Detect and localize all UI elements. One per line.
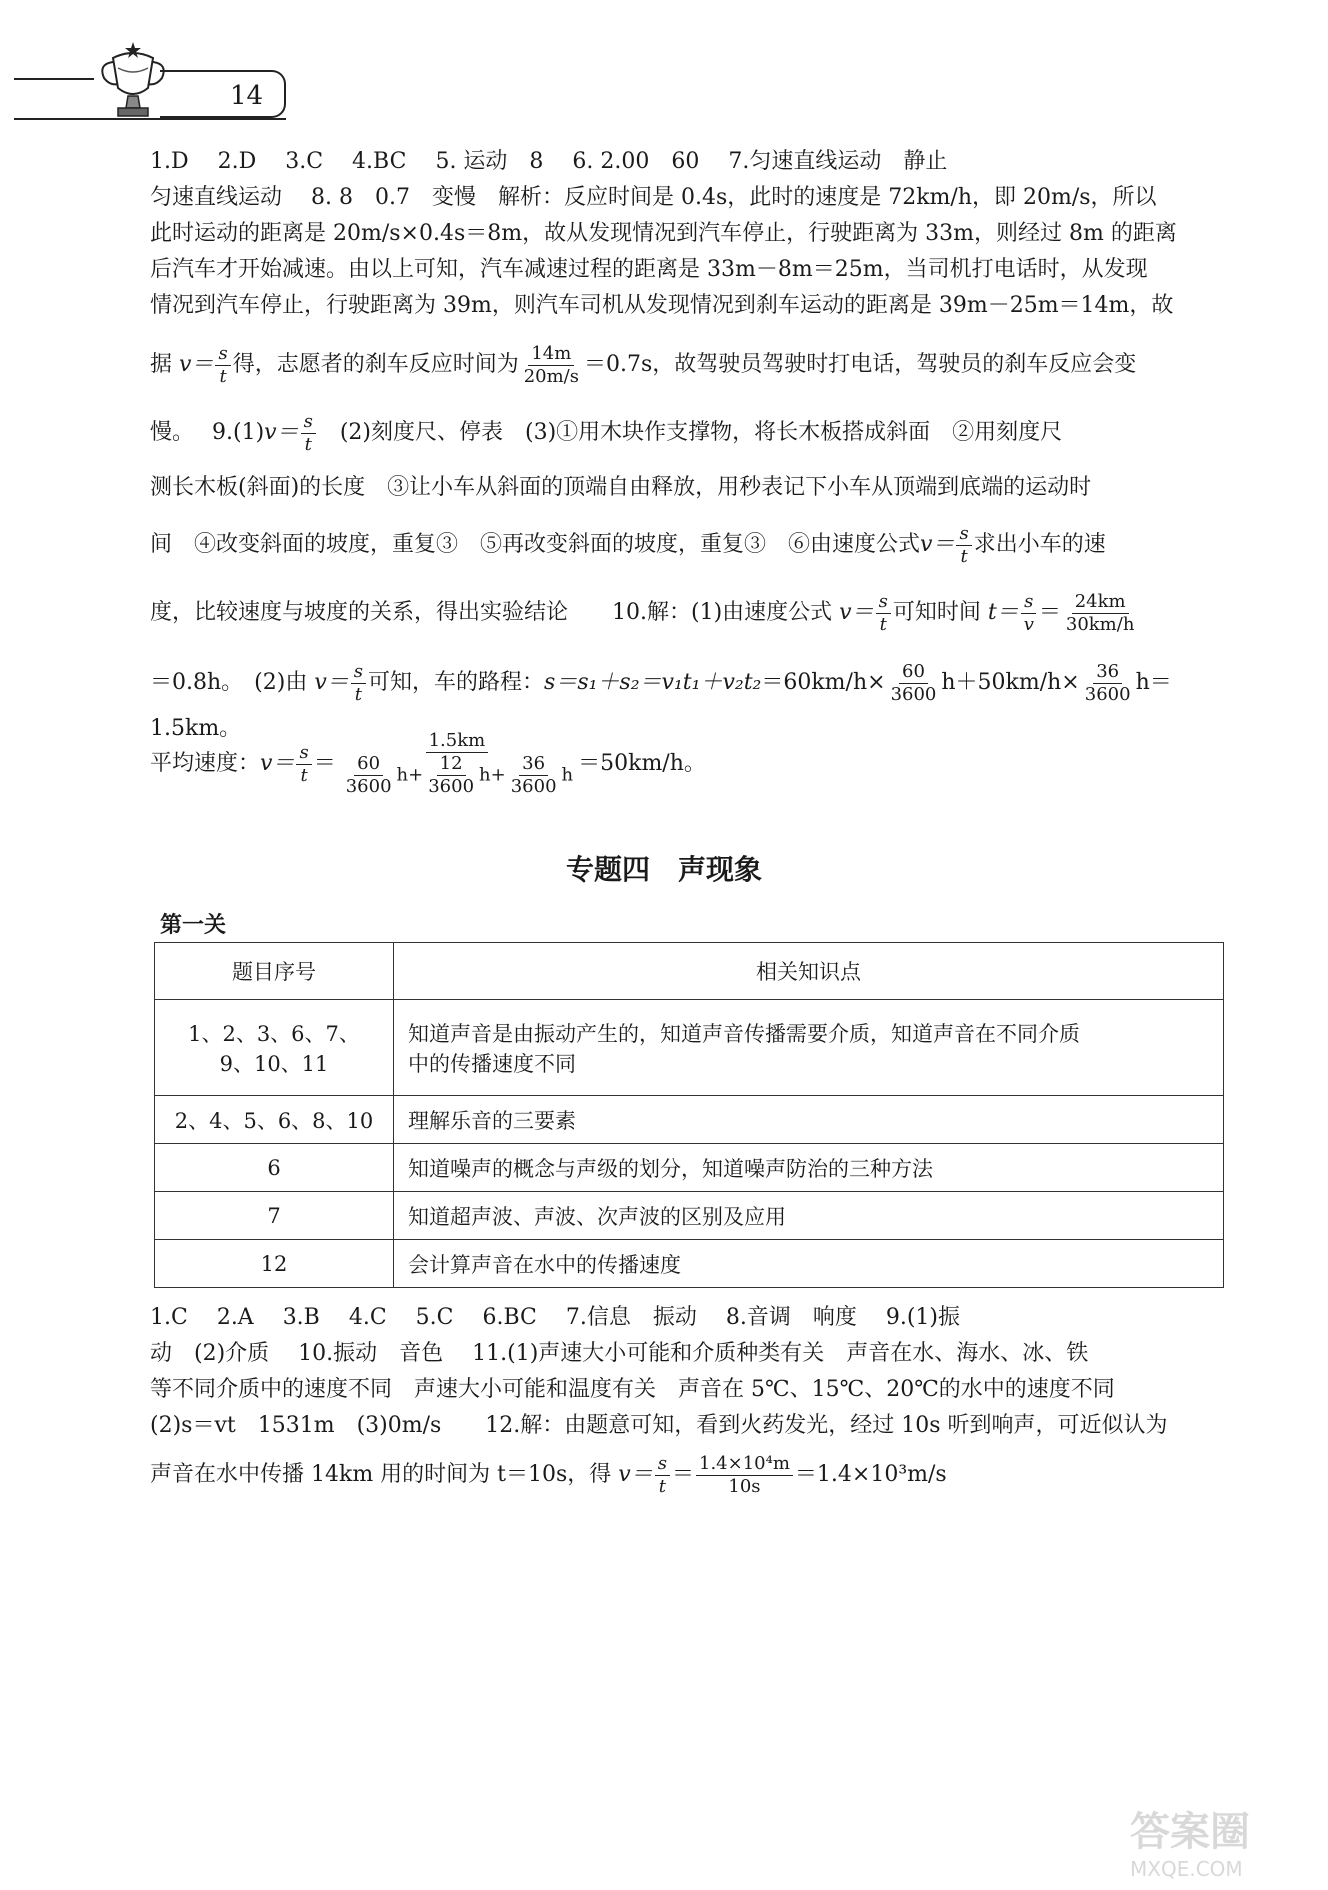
fraction-s-over-t: $\frac{s}{t}$ <box>956 523 971 568</box>
table-header: 相关知识点 <box>394 943 1224 1000</box>
table-cell-num: 1、2、3、6、7、 9、10、11 <box>155 1000 394 1096</box>
answers-line-7 <box>150 410 1220 456</box>
formula-t: t＝ <box>987 600 1019 625</box>
fraction-sound-speed: $\frac{\text{1.4×10⁴m}}{10s}$ <box>696 1453 793 1498</box>
section-title: 专题四 声现象 <box>565 853 762 886</box>
text-span: 慢。 9.(1) <box>150 420 265 445</box>
text-line: 测长木板(斜面)的长度 ③让小车从斜面的顶端自由释放，用秒表记下小车从顶端到底端的运动时 <box>150 475 1092 500</box>
equals: ＝ <box>1038 600 1061 625</box>
fraction-s-over-t: $\frac{s}{t}$ <box>215 343 230 388</box>
table-cell-point: 理解乐音的三要素 <box>394 1096 1224 1144</box>
table-cell-num: 12 <box>155 1240 394 1288</box>
section-subtitle: 第一关 <box>160 913 227 938</box>
fraction-s-over-t: $\frac{s}{t}$ <box>876 591 891 636</box>
table-cell-num: 7 <box>155 1192 394 1240</box>
text-span: (2)刻度尺、停表 (3)①用木块作支撑物，将长木板搭成斜面 ②用刻度尺 <box>317 420 1063 445</box>
text-span: ＝60km/h× <box>761 670 886 695</box>
formula-v: v＝ <box>920 532 955 557</box>
fraction-14m-20ms: $\frac{14m}{20m/s}$ <box>523 342 579 387</box>
text-span: 求出小车的速 <box>973 532 1106 557</box>
table-cell-point: 会计算声音在水中的传播速度 <box>394 1240 1224 1288</box>
table-row <box>155 1240 1224 1288</box>
header-rule-top <box>14 78 94 80</box>
text-line: 动 (2)介质 10.振动 音色 11.(1)声速大小可能和介质种类有关 声音在水、海水、冰、铁 <box>150 1341 1089 1366</box>
answers-line-8 <box>150 470 1220 506</box>
knowledge-table <box>154 942 1224 1288</box>
table-header: 题目序号 <box>155 943 394 1000</box>
text-line: 1.D 2.D 3.C 4.BC 5. 运动 8 6. 2.00 60 7.匀速直线运动 静止 <box>150 149 948 174</box>
fraction-s-over-t: $\frac{s}{t}$ <box>301 411 316 456</box>
table-row <box>155 1096 1224 1144</box>
text-span: 得，志愿者的刹车反应时间为 <box>232 352 519 377</box>
answers-line-10 <box>150 590 1220 636</box>
page-number: 14 <box>160 70 286 118</box>
answers-bottom-line-5 <box>150 1452 1220 1498</box>
table-row <box>155 1144 1224 1192</box>
formula-s-sum: s＝s₁＋s₂＝v₁t₁＋v₂t₂ <box>544 670 762 695</box>
text-line: 等不同介质中的速度不同 声速大小可能和温度有关 声音在 5℃、15℃、20℃的水中的速度不同 <box>150 1377 1115 1402</box>
table-cell-point: 知道超声波、声波、次声波的区别及应用 <box>394 1192 1224 1240</box>
text-line: 此时运动的距离是 20m/s×0.4s＝8m，故从发现情况到汽车停止，行驶距离为 33m，则经过 8m 的距离 <box>150 221 1177 246</box>
text-line: 匀速直线运动 8. 8 0.7 变慢 解析：反应时间是 0.4s，此时的速度是 72km/h，即 20m/s，所以 <box>150 185 1157 210</box>
fraction-36-3600: $\frac{36}{3600}$ <box>1084 660 1131 705</box>
text-span: 度，比较速度与坡度的关系，得出实验结论 10.解：(1)由速度公式 <box>150 600 840 625</box>
answers-top <box>150 144 1220 324</box>
formula-v: v＝ <box>618 1462 653 1487</box>
fraction-average-speed: 1.5km $\frac{60}{3600}$ h+ $\frac{12}{3600}$ h+ $\frac{36}{3600}$ h <box>345 730 574 797</box>
text-span: 间 ④改变斜面的坡度，重复③ ⑤再改变斜面的坡度，重复③ ⑥由速度公式 <box>150 532 921 557</box>
text-span: 据 <box>150 352 179 377</box>
text-span: ＝0.7s，故驾驶员驾驶时打电话，驾驶员的刹车反应会变 <box>583 352 1137 377</box>
text-span: ＝1.4×10³m/s <box>794 1462 947 1487</box>
table-cell-num: 6 <box>155 1144 394 1192</box>
text-line: 情况到汽车停止，行驶距离为 39m，则汽车司机从发现情况到刹车运动的距离是 39m－25m＝14m，故 <box>150 293 1174 318</box>
fraction-s-over-t: $\frac{s}{t}$ <box>296 742 311 787</box>
text-span: h＋50km/h× <box>941 670 1080 695</box>
text-line: (2)s＝vt 1531m (3)0m/s 12.解：由题意可知，看到火药发光，经过 10s 听到响声，可近似认为 <box>150 1413 1168 1438</box>
text-span: 声音在水中传播 14km 用的时间为 t＝10s，得 <box>150 1462 619 1487</box>
watermark-logo: 答案圈 MXQE.COM <box>1130 1809 1250 1881</box>
table-header-row <box>155 943 1224 1000</box>
text-span: 可知，车的路程： <box>368 670 545 695</box>
table-row <box>155 1000 1224 1096</box>
fraction-24km-30kmh: $\frac{24km}{30km/h}$ <box>1065 590 1135 635</box>
table-row <box>155 1192 1224 1240</box>
table-cell-point: 知道声音是由振动产生的，知道声音传播需要介质，知道声音在不同介质 中的传播速度不同 <box>394 1000 1224 1096</box>
equals: ＝ <box>313 751 336 776</box>
fraction-s-over-v: $\frac{s}{v}$ <box>1021 591 1037 636</box>
text-span: 可知时间 <box>892 600 988 625</box>
table-cell-point: 知道噪声的概念与声级的划分，知道噪声防治的三种方法 <box>394 1144 1224 1192</box>
text-line: 1.C 2.A 3.B 4.C 5.C 6.BC 7.信息 振动 8.音调 响度 9.(1)振 <box>150 1305 960 1330</box>
formula-v: v＝ <box>839 600 874 625</box>
text-span: ＝50km/h。 <box>578 751 706 776</box>
formula-v: v＝ <box>314 670 349 695</box>
formula-v: v＝ <box>264 420 299 445</box>
answers-bottom <box>150 1300 1220 1444</box>
fraction-60-3600: $\frac{60}{3600}$ <box>890 660 937 705</box>
fraction-s-over-t: $\frac{s}{t}$ <box>655 1453 670 1498</box>
table-cell-num: 2、4、5、6、8、10 <box>155 1096 394 1144</box>
text-span: 平均速度： <box>150 751 261 776</box>
equals: ＝ <box>671 1462 694 1487</box>
text-line: 后汽车才开始减速。由以上可知，汽车减速过程的距离是 33m－8m＝25m，当司机打电话时，从发现 <box>150 257 1148 282</box>
fraction-s-over-t: $\frac{s}{t}$ <box>351 661 366 706</box>
answers-line-6 <box>150 342 1220 388</box>
text-span: ＝0.8h。 (2)由 <box>150 670 315 695</box>
answers-line-12 <box>150 730 1220 798</box>
formula-v: v＝ <box>260 751 295 776</box>
formula-v: v＝ <box>179 352 214 377</box>
answers-line-9 <box>150 522 1220 568</box>
text-span: h＝1.5km。 <box>150 670 1172 741</box>
